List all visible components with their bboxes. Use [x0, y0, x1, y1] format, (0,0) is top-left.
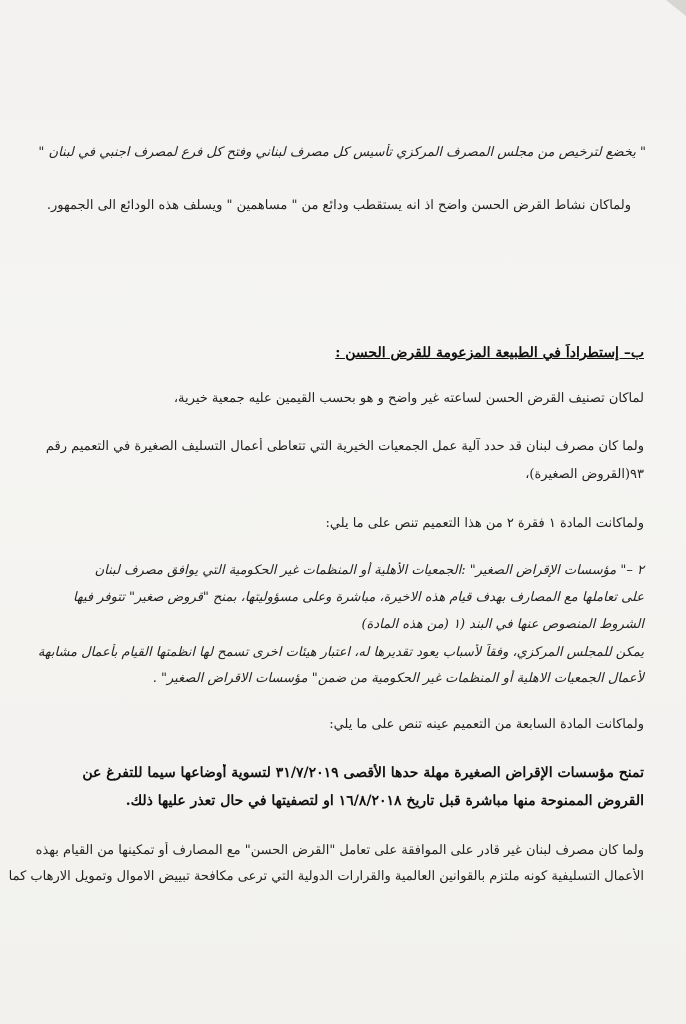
section-b-title: ب– إستطراداً في الطبيعة المزعومة للقرض الحسن : — [335, 345, 644, 361]
quote-article-line-2: على تعاملها مع المصارف بهدف قيام هذه الاخيرة، مباشرة وعلى مسؤوليتها، بمنح "قروض صغير" تتوفر فيها — [73, 590, 644, 605]
final-paragraph-line-2: الأعمال التسليفية كونه ملتزم بالقوانين العالمية والقرارات الدولية التي ترعى مكافحة تبييض الاموال وتمويل الارهاب كما — [8, 869, 644, 884]
bold-paragraph-line-1: تمنح مؤسسات الإقراض الصغيرة مهلة حدها الأقصى ٣١/٧/٢٠١٩ لتسوية أوضاعها سيما للتفرغ عن — [82, 765, 644, 781]
classification-paragraph: لماكان تصنيف القرض الحسن لساعته غير واضح و هو بحسب القيمين عليه جمعية خيرية، — [173, 391, 644, 406]
page-corner — [666, 0, 686, 16]
loan-activity-paragraph: ولماكان نشاط القرض الحسن واضح اذ انه يستقطب ودائع من " مساهمين " ويسلف هذه الودائع الى الجمهور. — [46, 198, 631, 213]
quote-line: " يخضع لترخيص من مجلس المصرف المركزي تأسيس كل مصرف لبناني وفتح كل فرع لمصرف اجنبي في لبنان " — [38, 145, 646, 160]
quote-article-line-3: الشروط المنصوص عنها في البند (١ (من هذه المادة) — [361, 617, 644, 632]
circular-paragraph-line-1: ولما كان مصرف لبنان قد حدد آلية عمل الجمعيات الخيرية التي تتعاطى أعمال التسليف الصغيرة في التعميم رقم — [45, 439, 644, 454]
quote-article-line-5: لأعمال الجمعيات الاهلية أو المنظمات غير الحكومية من ضمن" مؤسسات الاقراض الصغير" . — [152, 671, 644, 686]
quote-article-line-1: ٢ –" مؤسسات الإقراض الصغير" :الجمعيات الأهلية أو المنظمات غير الحكومية التي يوافق مصرف لبنان — [94, 563, 644, 578]
article1-intro: ولماكانت المادة ١ فقرة ٢ من هذا التعميم تنص على ما يلي: — [325, 516, 644, 531]
bold-paragraph-line-2: القروض الممنوحة منها مباشرة قبل تاريخ ١٦/٨/٢٠١٨ او لتصفيتها في حال تعذر عليها ذلك. — [125, 793, 644, 809]
circular-paragraph-line-2: ٩٣(القروض الصغيرة)، — [525, 467, 644, 482]
article7-intro: ولماكانت المادة السابعة من التعميم عينه تنص على ما يلي: — [329, 717, 644, 732]
quote-article-line-4: يمكن للمجلس المركزي، وفقاً لأسباب يعود تقديرها له، اعتبار هيئات اخرى تسمح لها انظمتها القيام بأعمال مشابهة — [37, 645, 644, 660]
final-paragraph-line-1: ولما كان مصرف لبنان غير قادر على الموافقة على تعامل "القرض الحسن" مع المصارف أو تمكينها من القيام بهذه — [35, 843, 644, 858]
